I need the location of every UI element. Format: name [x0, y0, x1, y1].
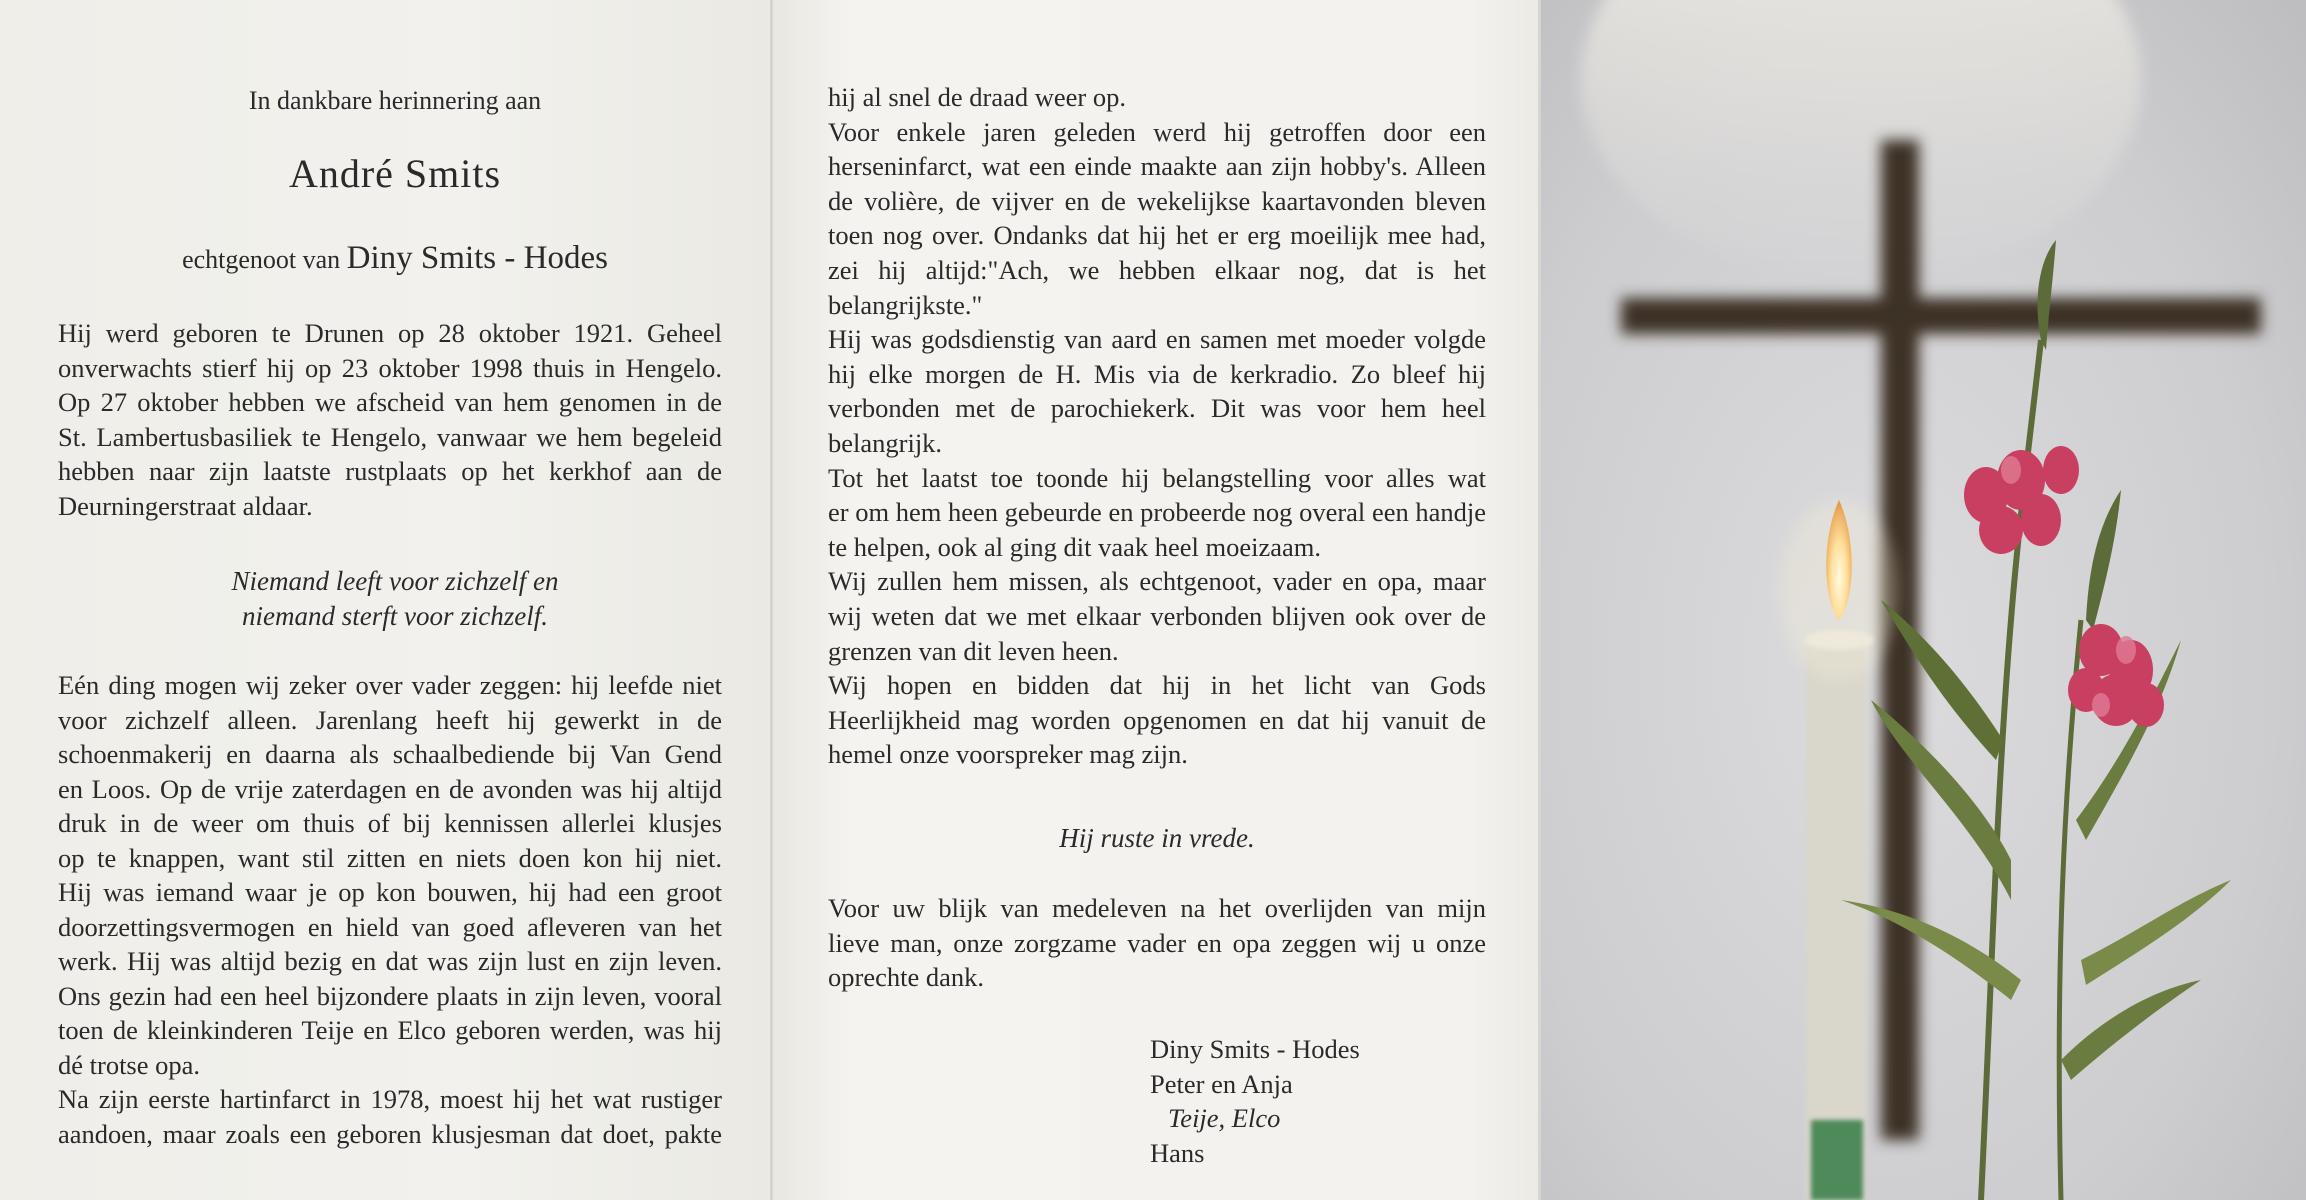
text-line: Voor uw blijk van medeleven na het overlijden van mijn	[828, 893, 1486, 923]
signature-line: Diny Smits - Hodes	[1150, 1034, 1360, 1064]
text-line: hemel onze voorspreker mag zijn.	[828, 739, 1188, 770]
spouse-prefix: echtgenoot van	[182, 245, 341, 274]
quote-line: Niemand leeft voor zichzelf en	[231, 566, 559, 596]
quote-line: niemand sterft voor zichzelf.	[242, 601, 548, 631]
spouse-name: Diny Smits - Hodes	[346, 240, 608, 276]
text-line: Deurningerstraat aldaar.	[58, 490, 313, 521]
spouse-line	[0, 240, 790, 277]
text-line: werk. Hij was altijd bezig en dat was zijn lust en zijn leven.	[58, 946, 722, 976]
text-line: oprechte dank.	[828, 962, 984, 992]
text-line: er om hem heen gebeurde en probeerde nog overal een handje	[828, 497, 1486, 528]
intro-text: In dankbare herinnering aan	[248, 86, 542, 115]
signature-line: Hans	[1150, 1137, 1205, 1168]
text-line: Wij zullen hem missen, als echtgenoot, vader en opa, maar	[828, 566, 1486, 597]
text-line: voor zichzelf alleen. Jarenlang heeft hij gewerkt in de	[58, 704, 722, 735]
deceased-name: André Smits	[288, 151, 502, 196]
text-line: en Loos. Op de vrije zaterdagen en de avonden was hij altijd	[58, 773, 722, 804]
text-line: Hij was godsdienstig van aard en samen met moeder volgde	[828, 324, 1486, 355]
text-line: op te knappen, want stil zitten en niets doen kon hij niet.	[58, 842, 722, 873]
memorial-photo	[1541, 0, 2306, 1200]
text-line: Ons gezin had een heel bijzondere plaats in zijn leven, vooral	[58, 980, 722, 1011]
text-line: hebben naar zijn laatste rustplaats op het kerkhof aan de	[58, 456, 722, 486]
text-line: te helpen, ook al ging dit vaak heel moeizaam.	[828, 531, 1322, 562]
text-line: doorzettingsvermogen en hield van goed afleveren van het	[58, 911, 722, 942]
text-line: St. Lambertusbasiliek te Hengelo, vanwaar we hem begeleid	[58, 421, 722, 452]
photo-panel	[1541, 0, 2306, 1200]
text-line: Wij hopen en bidden dat hij in het licht van Gods	[828, 670, 1486, 701]
text-line: de volière, de vijver en de wekelijkse kaartavonden bleven	[828, 185, 1486, 216]
text-line: grenzen van dit leven heen.	[828, 635, 1119, 666]
rest-in-peace: Hij ruste in vrede.	[1059, 823, 1255, 853]
text-line: lieve man, onze zorgzame vader en opa zeggen wij u onze	[828, 927, 1486, 958]
text-line: toen de kleinkinderen Teije en Elco geboren werden, was hij	[58, 1015, 722, 1045]
text-line: Eén ding mogen wij zeker over vader zeggen: hij leefde niet	[58, 670, 722, 700]
text-line: herseninfarct, wat een einde maakte aan zijn hobby's. Alleen	[828, 151, 1486, 182]
text-line: druk in de weer om thuis of bij kennissen allerlei klusjes	[58, 808, 722, 838]
fold-line	[770, 0, 773, 1200]
text-line: wij weten dat we met elkaar verbonden blijven ook over de	[828, 601, 1486, 631]
text-line: toen nog over. Ondanks dat hij het er erg moeilijk mee had,	[828, 220, 1486, 251]
signature-line: Teije, Elco	[1168, 1103, 1281, 1133]
text-line: Heerlijkheid mag worden opgenomen en dat hij vanuit de	[828, 704, 1486, 735]
text-line: onverwachts stierf hij op 23 oktober 1998 thuis in Hengelo.	[58, 352, 722, 383]
text-line: Hij was iemand waar je op kon bouwen, hij had een groot	[58, 877, 722, 907]
text-line: hij al snel de draad weer op.	[828, 82, 1127, 112]
text-line: Tot het laatst toe toonde hij belangstelling voor alles wat	[828, 462, 1486, 493]
text-line: belangrijkste."	[828, 289, 983, 320]
text-line: Na zijn eerste hartinfarct in 1978, moest hij het wat rustiger	[58, 1084, 722, 1114]
text-line: zei hij altijd:"Ach, we hebben elkaar nog, dat is het	[828, 255, 1486, 285]
text-line: dé trotse opa.	[58, 1049, 201, 1080]
text-line: belangrijk.	[828, 428, 943, 458]
text-line: verbonden met de parochiekerk. Dit was voor hem heel	[828, 393, 1486, 424]
text-line: schoenmakerij en daarna als schaalbediende bij Van Gend	[58, 739, 722, 769]
text-line: Voor enkele jaren geleden werd hij getroffen door een	[828, 116, 1486, 147]
text-line: Hij werd geboren te Drunen op 28 oktober 1921. Geheel	[58, 318, 722, 348]
text-line: aandoen, maar zoals een geboren klusjesman dat doet, pakte	[58, 1118, 722, 1149]
signature-line: Peter en Anja	[1150, 1068, 1293, 1099]
text-line: Op 27 oktober hebben we afscheid van hem genomen in de	[58, 387, 722, 417]
text-line: hij elke morgen de H. Mis via de kerkradio. Zo bleef hij	[828, 358, 1486, 389]
